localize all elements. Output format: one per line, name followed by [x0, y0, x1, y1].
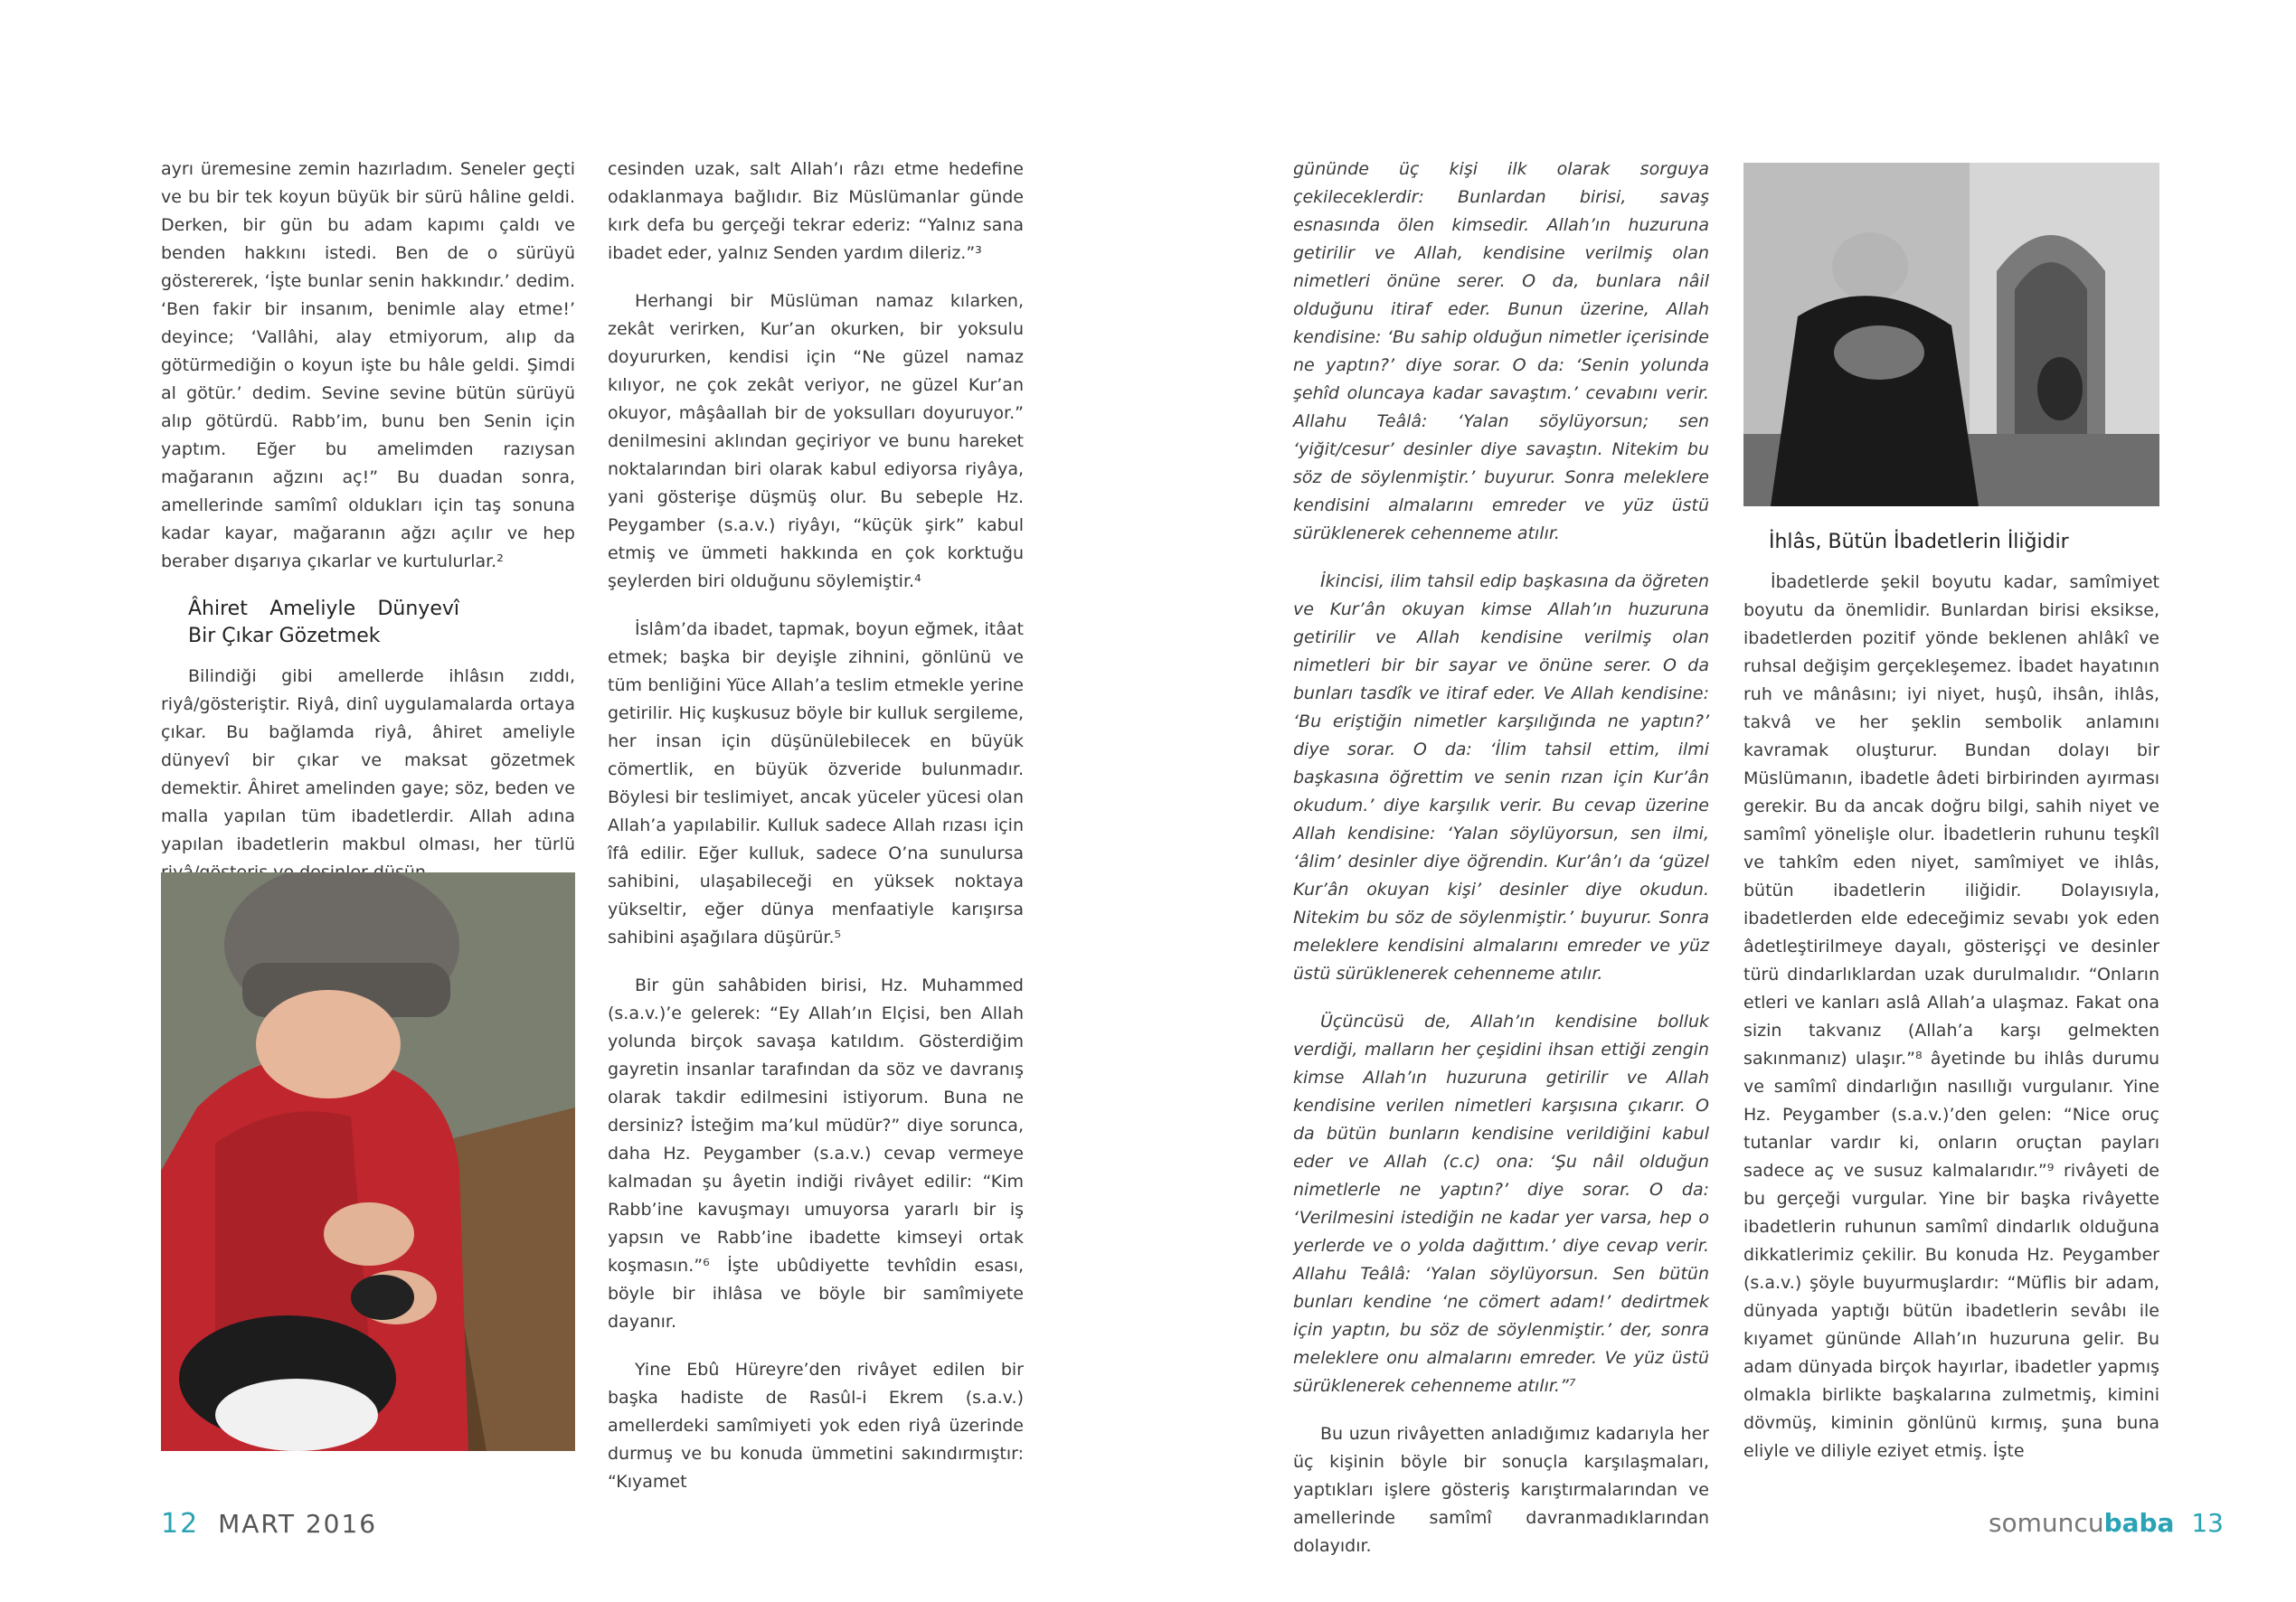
paragraph: Herhangi bir Müslüman namaz kılarken, zekât verirken, Kur’an okurken, bir yoksulu doyururken, kendisi için “Ne güzel namaz kılıyor, ne çok zekât veriyor, ne güzel Kur’an okuyor, mâşâallah bir de yoksulları doyuruyor.” denilmesini aklından geçiriyor ve bunu hareket noktalarından biri olarak kabul ediyorsa riyâya, yani gösterişe düşmüş olur. Bu sebeple Hz. Peygamber (s.a.v.) riyâyı, “küçük şirk” kabul etmiş ve ümmeti hakkında en çok korktuğu şeylerden biri olduğunu söylemiştir.⁴ [608, 291, 1024, 591]
brand-light: somuncu [1988, 1508, 2104, 1538]
paragraph: Bilindiği gibi amellerde ihlâsın zıddı, riyâ/gösteriştir. Riyâ, dinî uygulamalarda ortaya çıkar. Bu bağlamda riyâ, âhiret ameliyle dünyevî bir çıkar ve maksat gözetmek demektir. Âhiret amelinden gaye; söz, beden ve malla yapılan tüm ibadetlerdir. Allah adına yapılan ibadetlerin makbul olması, her türlü [161, 666, 575, 854]
paragraph: gününde üç kişi ilk olarak sorguya çekileceklerdir: Bunlardan birisi, savaş esnasında ölen kimsedir. Allah’ın huzuruna getirilir ve Allah, kendisine verilmiş olan nimetleri önüne serer. O da, bunlara nâil olduğunu itiraf eder. Bunun üzerine, Allah kendisine: ‘Bu sahip olduğun nimetler içerisinde ne yaptın?’ diye sorar. O da: ‘Senin yolunda şehîd oluncaya kadar savaştım.’ cevabını verir. Allahu Teâlâ: ‘Yalan söylüyorsun; sen ‘yiğit/cesur’ desinler diye savaştın. Nitekim bu söz de söylenmiştir.’ buyurur. Sonra meleklere kendisini almalarını emreder ve yüz üstü sürüklenerek cehenneme atılır. [1293, 159, 1709, 543]
issue-label: MART 2016 [218, 1509, 378, 1539]
praying-man-photo [1743, 163, 2159, 506]
paragraph: İbadetlerde şekil boyutu kadar, samîmiyet boyutu da önemlidir. Bunlardan birisi eksikse, ibadetlerden pozitif yönde beklenen ahlâkî ve ruhsal değişim gerçekleşemez. İbadet hayatının ruh ve mânâsını; iyi niyet, huşû, ihsân, ihlâs, takvâ ve her şeklin sembolik anlamını kavramak oluşturur. Bundan dolayı bir Müslümanın, ibadetle âdeti birbirinden ayırması gerekir. Bu da ancak doğru bilgi, sahih niyet ve samîmî yönelişle olur. İbadetlerin ruhunu teşkîl ve tahkîm eden niyet, samîmiyet ve ihlâs, bütün ibadetlerin iliğidir. Dolayısıyla, ibadetlerden elde edeceğimiz sevabı yok eden âdetleştirilmeye dayalı, gösterişçi ve desinler türü dindarlıklardan uzak durulmalıdır. “Onların etleri ve kanları aslâ Allah’a ulaşmaz. Fakat ona sizin takvanız (Allah’a karşı gelmekten sakınmanız) ulaşır.”⁸ âyetinde bu ihlâs durumu ve samîmî dindarlığın nasıllığı vurgulanır. Yine Hz. Peygamber (s.a.v.)’den gelen: “Nice oruç tutanlar vardır ki, onların oruçtan payları sadece aç ve susuz kalmalarıdır.”⁹ rivâyeti de bu gerçeği vurgular. Yine bir başka rivâyette ibadetlerin ruhunun samîmî dindarlık olduğuna dikkatlerimiz çekilir. Bu konuda Hz. Peygamber (s.a.v.) şöyle buyurmuşlardır: “Müflis bir adam, dünyada yaptığı bütün ibadetlerin sevâbı ile kıyamet gününde Allah’ın huzuruna gelir. Bu adam dünyada birçok hayırlar, ibadetler yapmış olmakla birlikte başkalarına zulmetmiş, kimini dövmüş, kiminin gönlünü kırmış, şuna buna eliyle ve diliyle eziyet etmiş. İşte [1743, 572, 2159, 1461]
page-number: 13 [2191, 1508, 2224, 1538]
paragraph: cesinden uzak, salt Allah’ı râzı etme hedefine odaklanmaya bağlıdır. Biz Müslümanlar günde kırk defa bu gerçeği tekrar ederiz: “Yalnız sana ibadet eder, yalnız Senden yardım dileriz.”³ [608, 159, 1024, 263]
paragraph: Üçüncüsü de, Allah’ın kendisine bolluk verdiği, malların her çeşidini ihsan ettiği zengin kimse Allah’ın huzuruna getirilir ve Allah kendisine verilen nimetleri karşısına çıkarır. O da bütün bunların kendisine verildiğini kabul eder ve Allah (c.c) ona: ‘Şu nâil olduğun nimetlerle ne yaptın?’ diye sorar. O da: ‘Verilmesini istediğin ne kadar yer varsa, hep o yerlerde ve o yolda dağıttım.’ diye cevap verir. Allahu Teâlâ: ‘Yalan söylüyorsun. Sen bütün bunları kendine ‘ne cömert adam!’ dedirtmek için yaptın, bu söz de söylenmiştir.’ der, sonra meleklere onu almalarını emreder. Ve yüz üstü sürüklenerek cehenneme atılır.”⁷ [1293, 1012, 1709, 1396]
right-col-1 [1293, 155, 1709, 1580]
section-heading: İhlâs, Bütün İbadetlerin İliğidir [1769, 531, 2069, 553]
left-col-1 [161, 155, 575, 907]
paragraph: İslâm’da ibadet, tapmak, boyun eğmek, itâat etmek; başka bir deyişle zihnini, gönlünü ve tüm benliğini Yüce Allah’a teslim etmekle yerine getirilir. Hiç kuşkusuz böyle bir kulluk sergileme, her insan için düşünülebilecek en büyük cömertlik, en büyük özveride bulunmadır. Böylesi bir teslimiyet, ancak yüceler yücesi olan Allah’a yapılabilir. Kulluk sadece Allah rızası için îfâ edilir. Eğer kulluk, sadece O’na sunulursa sahibini, ulaşabileceği en yüksek noktaya yükseltir, eğer dünya menfaatiyle karışırsa sahibini aşağılara düşürür.⁵ [608, 619, 1024, 947]
paragraph: ayrı üremesine zemin hazırladım. Seneler geçti ve bu bir tek koyun büyük bir sürü hâline geldi. Derken, bir gün bu adam kapımı çaldı ve benden hakkını istedi. Ben de o sürüyü göstererek, ‘İşte bunlar senin hakkındır.’ dedim. ‘Ben fakir bir insanım, benimle alay etme!’ deyince; ‘Vallâhi, alay etmiyorum, alıp da götürmediğin o koyun işte bu hâle geldi. Şimdi al götür.’ dedim. Sevine sevine bütün sürüyü alıp götürdü. Rabb’im, bunu ben Senin için yaptım. Eğer bu amelimden razıysan mağaranın ağzını aç!” Bu duadan sonra, amellerinde samîmî oldukları için taş sonuna kadar kayar, mağaranın ağzı açılır ve hep beraber dışarıya çıkarlar ve kurtulurlar.² [161, 159, 575, 571]
right-page [1148, 0, 2296, 1602]
footer-right [1989, 1508, 2224, 1538]
right-col-2 [1743, 529, 2159, 1485]
section-heading: Âhiret Ameliyle Dünyevî Bir Çıkar Gözetmek [188, 598, 459, 647]
paragraph: Bu uzun rivâyetten anladığımız kadarıyla her üç kişinin böyle bir sonuçla karşılaşmaları, yaptıkları işlere gösteriş karıştırmalarından ve amellerinde samîmî davranmadıklarından dolayıdır. [1293, 1424, 1709, 1556]
brand-bold: baba [2103, 1508, 2175, 1538]
paragraph: Yine Ebû Hüreyre’den rivâyet edilen bir başka hadiste de Rasûl-i Ekrem (s.a.v.) amellerdeki samîmiyeti yok eden riyâ üzerinde durmuş ve bu konuda ümmetini sakındırmıştır: “Kıyamet [608, 1360, 1024, 1492]
left-col-2 [608, 155, 1024, 1516]
paragraph: Bir gün sahâbiden birisi, Hz. Muhammed (s.a.v.)’e gelerek: “Ey Allah’ın Elçisi, ben Allah yolunda birçok savaşa katıldım. Gösterdiğim gayretin insanlar tarafından da söz ve davranış olarak takdir edilmesini istiyorum. Buna ne dersiniz? İsteğim ma’kul müdür?” diye sorunca, daha Hz. Peygamber (s.a.v.) cevap vermeye kalmadan şu âyetin indiği rivâyet edilir: “Kim Rabb’ine kavuşmayı umuyorsa yararlı bir iş yapsın ve Rabb’ine ibadette kimseyi ortak koşmasın.”⁶ İşte ubûdiyette tevhîdin esası, böyle bir ihlâsa ve böyle bir samîmiyete dayanır. [608, 975, 1024, 1332]
boy-with-cat-photo [161, 872, 575, 1451]
paragraph: İkincisi, ilim tahsil edip başkasına da öğreten ve Kur’ân okuyan kimse Allah’ın huzuruna getirilir ve Allah kendisine verilmiş olan nimetleri bir bir sayar ve önüne serer. O da bunları tasdîk ve itiraf eder. Ve Allah kendisine: ‘Bu eriştiğin nimetler karşılığında ne yaptın?’ diye sorar. O da: ‘İlim tahsil ettim, ilmi başkasına öğrettim ve senin rızan için Kur’ân okudum.’ diye karşılık verir. Bu cevap üzerine Allah kendisine: ‘Yalan söylüyorsun, sen ilmi, ‘âlim’ desinler diye öğrendin. Kur’ân’ı da ‘güzel Kur’ân okuyan kişi’ desinler diye okudun. Nitekim bu söz de söylenmiştir.’ buyurur. Sonra meleklere kendisini almalarını emreder ve yüz üstü sürüklenerek cehenneme atılır. [1293, 571, 1709, 984]
page-number: 12 [161, 1508, 200, 1540]
footer-left [161, 1508, 377, 1540]
